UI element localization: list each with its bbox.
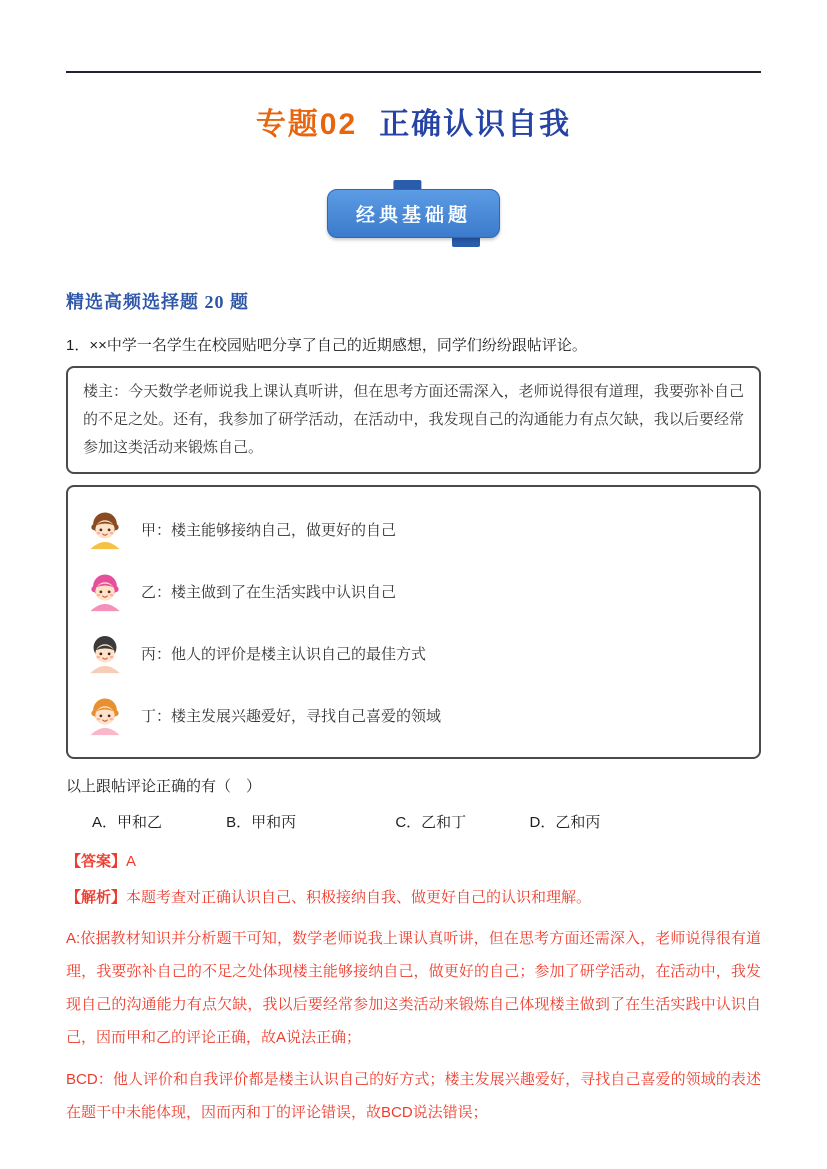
comment-row [83,507,744,551]
girl-pink-hair-avatar-icon [83,569,127,613]
post-box [66,366,761,474]
options-row [66,811,761,832]
topic-number: 专题02 [255,108,358,141]
girl-orange-hair-avatar-icon [83,693,127,737]
option-b: B．甲和丙 [226,814,297,831]
post-text: 楼主：今天数学老师说我上课认真听讲，但在思考方面还需深入，老师说得很有道理，我要弥补自己的不足之处。还有，我参加了研学活动，在活动中，我发现自己的沟通能力有点欠缺，我以后要经常参加这类活动来锻炼自己。 [83,383,744,456]
answer-value: A [126,853,137,870]
option-c: C．乙和丁 [395,814,467,831]
badge-label: 经典基础题 [327,189,500,238]
option-d: D．乙和丙 [529,814,601,831]
comment-row [83,631,744,675]
analysis-paragraph-a: A:依据教材知识并分析题干可知，数学老师说我上课认真听讲，但在思考方面还需深入，老师说得很有道理，我要弥补自己的不足之处体现楼主能够接纳自己，做更好的自己；参加了研学活动，在活动中，我发现自己的沟通能力有点欠缺，我以后要经常参加这类活动来锻炼自己体现楼主做到了在生活实践中认识自己，因而甲和乙的评论正确，故A说法正确； [66,930,761,1046]
topic-name: 正确认识自我 [379,108,572,141]
boy-black-hair-avatar-icon [83,631,127,675]
page-title [66,99,761,143]
question-prompt: 以上跟帖评论正确的有（ ） [66,778,262,795]
comments-box [66,485,761,759]
girl-brown-hair-avatar-icon [83,507,127,551]
comment-row [83,569,744,613]
comment-text: 乙：楼主做到了在生活实践中认识自己 [141,583,397,601]
comment-text: 甲：楼主能够接纳自己，做更好的自己 [141,521,397,539]
comment-row [83,693,744,737]
question-stem: 1．××中学一名学生在校园贴吧分享了自己的近期感想，同学们纷纷跟帖评论。 [66,337,587,354]
option-a: A．甲和乙 [92,814,163,831]
analysis-intro [66,883,761,913]
header-rule [66,71,761,73]
answer-label: 【答案】 [66,853,127,870]
section-badge [327,189,500,238]
comment-text: 丁：楼主发展兴趣爱好，寻找自己喜爱的领域 [141,707,442,725]
analysis-label: 【解析】 [66,889,127,906]
section-heading: 精选高频选择题 20 题 [66,292,249,312]
analysis-intro-text: 本题考查对正确认识自己、积极接纳自我、做更好自己的认识和理解。 [126,889,592,906]
comment-text: 丙：他人的评价是楼主认识自己的最佳方式 [141,645,427,663]
answer-line [66,850,761,871]
analysis-paragraph-bcd: BCD：他人评价和自我评价都是楼主认识自己的好方式；楼主发展兴趣爱好，寻找自己喜爱的领域的表述在题干中未能体现，因而丙和丁的评论错误，故BCD说法错误； [66,1071,761,1121]
